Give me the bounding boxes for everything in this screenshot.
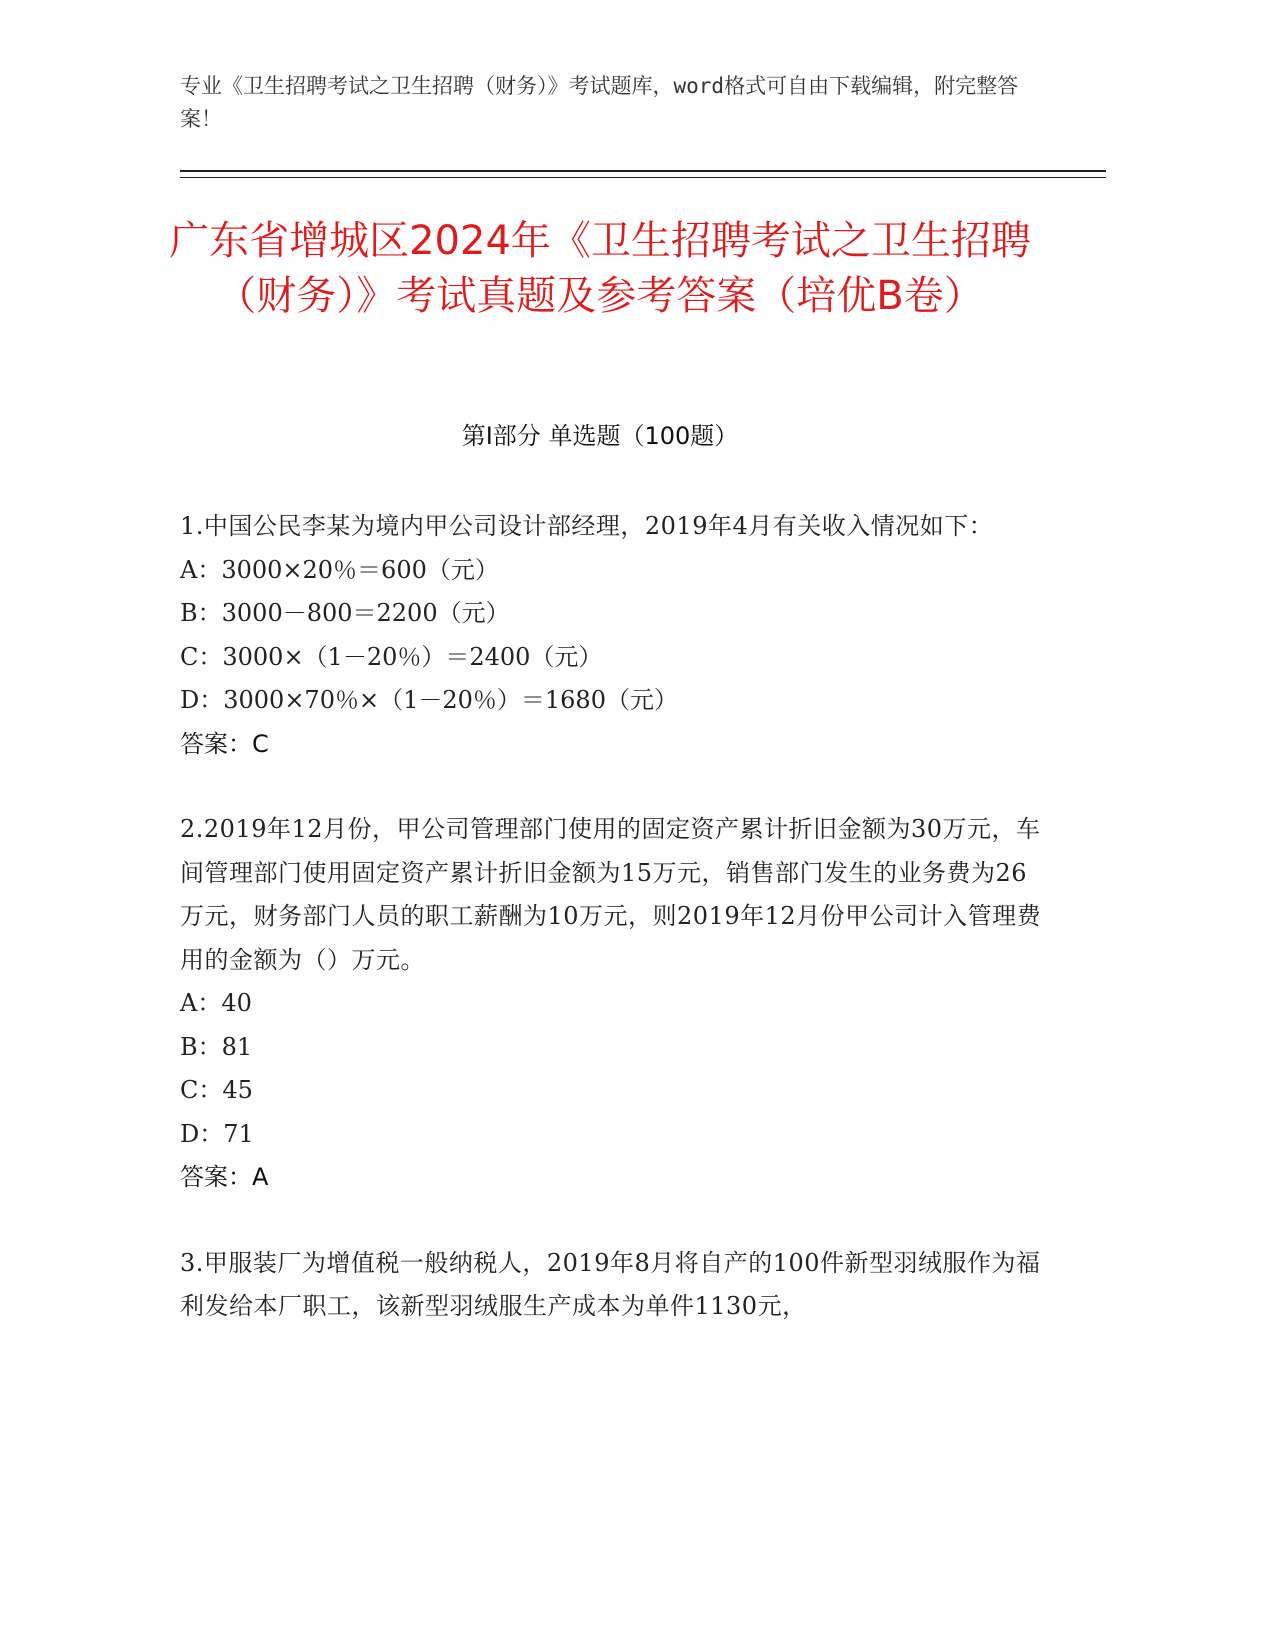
question-stem: 2.2019年12月份，甲公司管理部门使用的固定资产累计折旧金额为30万元，车间管理部门使用固定资产累计折旧金额为15万元，销售部门发生的业务费为26万元，财务部门人员的职工薪酬为10万元，则2019年12月份甲公司计入管理费用的金额为（）万元。 [180, 815, 1042, 974]
question-list [180, 505, 1050, 1371]
question-3 [180, 1242, 1050, 1329]
option-c: C：3000×（1－20％）＝2400（元） [180, 642, 603, 671]
option-d: D：3000×70％×（1－20％）＝1680（元） [180, 686, 678, 714]
question-2 [180, 808, 1050, 1200]
question-stem: 1.中国公民李某为境内甲公司设计部经理，2019年4月有关收入情况如下： [180, 512, 994, 540]
option-b: B：3000－800＝2200（元） [180, 599, 510, 627]
option-a: A：40 [180, 989, 252, 1017]
option-c: C：45 [180, 1076, 253, 1104]
question-stem: 3.甲服装厂为增值税一般纳税人，2019年8月将自产的100件新型羽绒服作为福利发给本厂职工，该新型羽绒服生产成本为单件1130元， [180, 1248, 1041, 1320]
header-note: 专业《卫生招聘考试之卫生招聘（财务）》考试题库，word格式可自由下载编辑，附完整答案！ [180, 74, 1019, 131]
option-a: A：3000×20％＝600（元） [180, 555, 499, 584]
document-title: 广东省增城区2024年《卫生招聘考试之卫生招聘（财务）》考试真题及参考答案（培优B卷） [169, 218, 1031, 319]
option-d: D：71 [180, 1119, 254, 1148]
section-title: 第I部分 单选题（100题） [461, 422, 739, 450]
option-b: B：81 [180, 1032, 253, 1061]
header-divider-thick [180, 170, 1106, 172]
header-divider-thin [180, 177, 1106, 178]
answer-label: 答案：C [180, 729, 269, 758]
answer-label: 答案：A [180, 1163, 269, 1191]
question-1 [180, 505, 1050, 766]
